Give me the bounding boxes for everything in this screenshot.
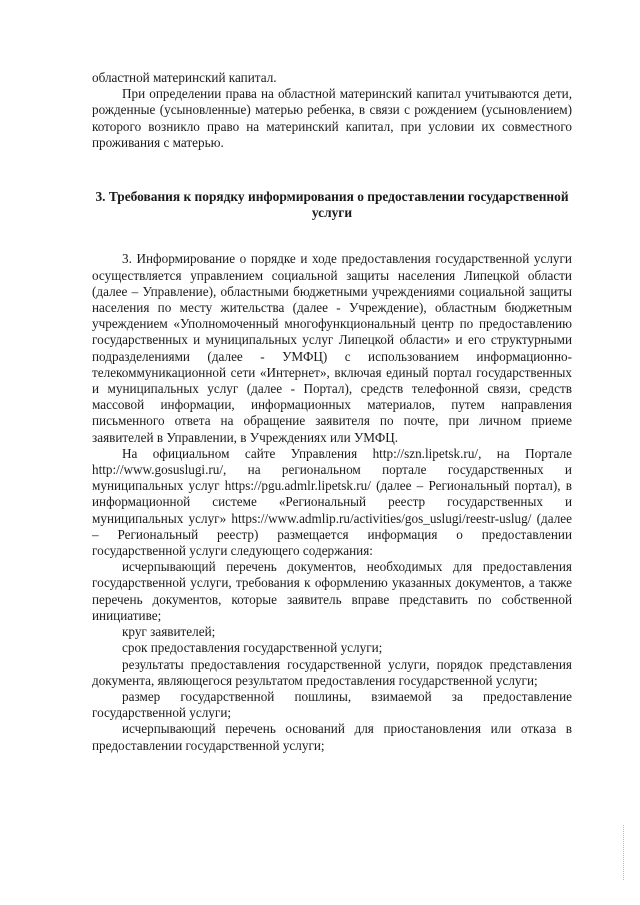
document-body (92, 70, 572, 754)
paragraph-3: 3. Информирование о порядке и ходе предоставления государственной услуги осуществляется управлением социальной защиты населения Липецкой области (далее – Управление), областными бюджетными учреждениями социальной защиты населения по месту жительства (далее - Учреждение), областным бюджетным учреждением «Уполномоченный многофункциональный центр по предоставлению государственных и муниципальных услуг Липецкой области» и его структурными подразделениями (далее - УМФЦ) с использованием информационно-телекоммуникационной сети «Интернет», включая единый портал государственных и муниципальных услуг (далее - Портал), средств телефонной связи, средств массовой информации, информационных материалов, путем направления письменного ответа на обращение заявителя по почте, при личном приеме заявителей в Управлении, в Учреждениях или УМФЦ. (92, 251, 572, 445)
intro-paragraph: При определении права на областной материнский капитал учитываются дети, рожденные (усыновленные) матерью ребенка, в связи с рождением (усыновлением) которого возникло право на материнский капитал, при условии их совместного проживания с матерью. (92, 86, 572, 150)
list-item: исчерпывающий перечень оснований для приостановления или отказа в предоставлении государственной услуги; (92, 721, 572, 753)
section-title: 3. Требования к порядку информирования о предоставлении государственной услуги (95, 189, 569, 221)
list-item: результаты предоставления государственной услуги, порядок представления документа, являющегося результатом предоставления государственной услуги; (92, 656, 572, 688)
list-item: круг заявителей; (122, 624, 216, 640)
list-item: размер государственной пошлины, взимаемой за предоставление государственной услуги; (92, 688, 572, 721)
scan-edge-mark (622, 825, 624, 880)
list-item: срок предоставления государственной услуги; (122, 640, 383, 656)
intro-line: областной материнский капитал. (92, 70, 277, 85)
list-item: исчерпывающий перечень документов, необходимых для предоставления государственной услуги, требования к оформлению указанных документов, а также перечень документов, которые заявитель вправе представить по собственной инициативе; (92, 559, 572, 623)
paragraph-sites: На официальном сайте Управления http://szn.lipetsk.ru/, на Портале http://www.gosuslugi.ru/, на региональном портале государственных и муниципальных услуг https://pgu.admlr.lipetsk.ru/ (далее – Региональный портал), в информационной системе «Региональный реестр государственных и муниципальных услуг» https://www.admlip.ru/activities/gos_uslugi/reestr-uslug/ (далее – Региональный реестр) размещается информация о предоставлении государственной услуги следующего содержания: (92, 445, 572, 559)
